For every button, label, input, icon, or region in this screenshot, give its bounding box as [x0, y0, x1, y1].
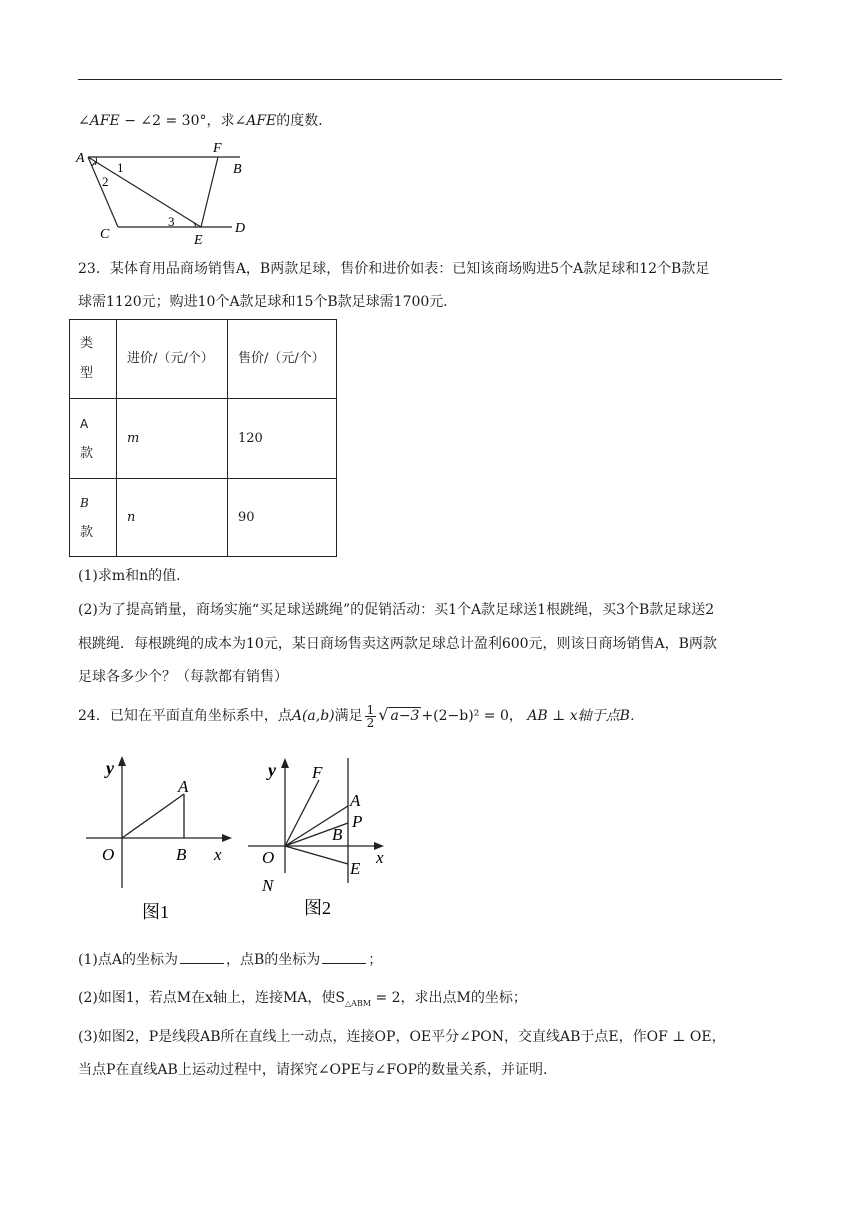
figure-2 [246, 748, 406, 928]
fig2-A-label: A [350, 791, 361, 810]
header-price: 售价/（元/个） [238, 351, 325, 366]
row-label-2: 款 [80, 524, 94, 540]
cost-value: n [127, 509, 136, 525]
price-value: 90 [238, 509, 255, 525]
header-type-2: 型 [80, 366, 94, 381]
fig1-y-label: y [106, 758, 114, 778]
q24-intro-a: 24．已知在平面直角坐标系中，点 [78, 708, 292, 724]
price-table [69, 319, 337, 557]
q24-point-expr: A(a,b) [291, 708, 335, 724]
fig2-y-label: y [268, 760, 276, 780]
price-value: 120 [238, 430, 263, 446]
q23-line-1: 23．某体育用品商场销售A，B两款足球，售价和进价如表：已知该商场购进5个A款足球和12个B款足 [78, 261, 710, 277]
frac-den: 2 [366, 715, 375, 730]
q24-intro: 24．已知在平面直角坐标系中，点A(a,b)满足 $\frac{1}{2}$ √ a−3 +(2−b)² = 0， AB ⊥ x轴于点B． [78, 702, 644, 730]
fig2-P-label: P [352, 812, 363, 831]
q24-part-2-sub: △ABM [345, 998, 372, 1008]
q24-part-2 [78, 983, 788, 1019]
answer-blank-a[interactable] [180, 945, 224, 964]
q23-part-2-line-1: (2)为了提高销量，商场实施“买足球送跳绳”的促销活动：买1个A款足球送1根跳绳，买3个B款足球送2 [78, 602, 715, 618]
q24-part-1-c: ； [368, 952, 383, 968]
row-label-1: A [80, 416, 89, 431]
header-type-1: 类 [80, 336, 94, 351]
fig2-E-label: E [350, 859, 361, 878]
fig1-O-label: O [102, 845, 115, 864]
answer-blank-b[interactable] [322, 945, 366, 964]
fraction [365, 704, 377, 729]
q24-part-1-b: ，点B的坐标为 [225, 952, 321, 968]
fig1-B-label: B [176, 845, 187, 864]
row-label-cell [70, 479, 117, 557]
q24-part-2-a: (2)如图1，若点M在x轴上，连接MA，使S [78, 990, 346, 1006]
row-label-1: B [80, 495, 89, 510]
q24-part-1 [78, 945, 788, 975]
fig2-N-label: N [262, 876, 274, 895]
price-cell [228, 479, 337, 557]
cost-cell [117, 399, 228, 479]
label-B: B [233, 162, 242, 177]
fig2-caption: 图2 [304, 898, 331, 918]
q23-line-2: 球需1120元；购进10个A款足球和15个B款足球需1700元． [78, 294, 458, 310]
cost-cell [117, 479, 228, 557]
label-2: 2 [102, 174, 109, 189]
label-E: E [194, 233, 203, 248]
cost-value: m [127, 430, 140, 446]
fig1-caption: 图1 [142, 902, 169, 922]
price-cell [228, 399, 337, 479]
q24-part-3-line-2: 当点P在直线AB上运动过程中，请探究∠OPE与∠FOP的数量关系，并证明． [78, 1062, 558, 1078]
sqrt-body: a−3 [390, 708, 420, 724]
header-price-cell [228, 320, 337, 399]
table-row [70, 479, 337, 557]
header-rule [78, 79, 782, 80]
label-D: D [235, 221, 246, 236]
q24-part-1-a: (1)点A的坐标为 [78, 952, 178, 968]
perp-expr: AB ⊥ x轴于点B． [527, 708, 644, 724]
q24-part-3-line-1: (3)如图2，P是线段AB所在直线上一动点，连接OP，OE平分∠PON，交直线AB于点E，作OF ⊥ OE， [78, 1029, 726, 1045]
header-type-cell [70, 320, 117, 399]
fig1-A-label: A [178, 777, 189, 796]
q23-part-2-line-3: 足球各多少个？（每款都有销售） [78, 669, 288, 685]
q24-intro-b: 满足 [334, 708, 363, 724]
square-expr: +(2−b)² = 0， [421, 708, 523, 724]
label-C: C [100, 227, 110, 242]
q24-part-2-b: = 2，求出点M的坐标； [371, 990, 527, 1006]
fig2-F-label: F [312, 763, 323, 782]
row-label-cell [70, 399, 117, 479]
label-1: 1 [117, 160, 124, 175]
fig2-x-label: x [376, 848, 384, 867]
fig2-B-label: B [332, 825, 343, 844]
header-cost-cell [117, 320, 228, 399]
q22-question-line: ∠AFE − ∠2 = 30°，求∠AFE的度数． [78, 113, 333, 129]
fig1-x-label: x [214, 845, 222, 864]
table-row [70, 399, 337, 479]
frac-num: 1 [366, 702, 375, 717]
q22-trapezoid-figure [70, 138, 260, 250]
figure-1 [78, 748, 248, 928]
label-A: A [76, 151, 85, 166]
table-header-row [70, 320, 337, 399]
fig2-O-label: O [262, 848, 275, 867]
label-3: 3 [168, 214, 175, 229]
header-cost: 进价/（元/个） [127, 351, 214, 366]
row-label-2: 款 [80, 445, 94, 461]
q23-part-2-line-2: 根跳绳．每根跳绳的成本为10元，某日商场售卖这两款足球总计盈利600元，则该日商场销售A，B两款 [78, 636, 717, 652]
q23-part-1: (1)求m和n的值． [78, 568, 191, 584]
label-F: F [213, 141, 222, 156]
